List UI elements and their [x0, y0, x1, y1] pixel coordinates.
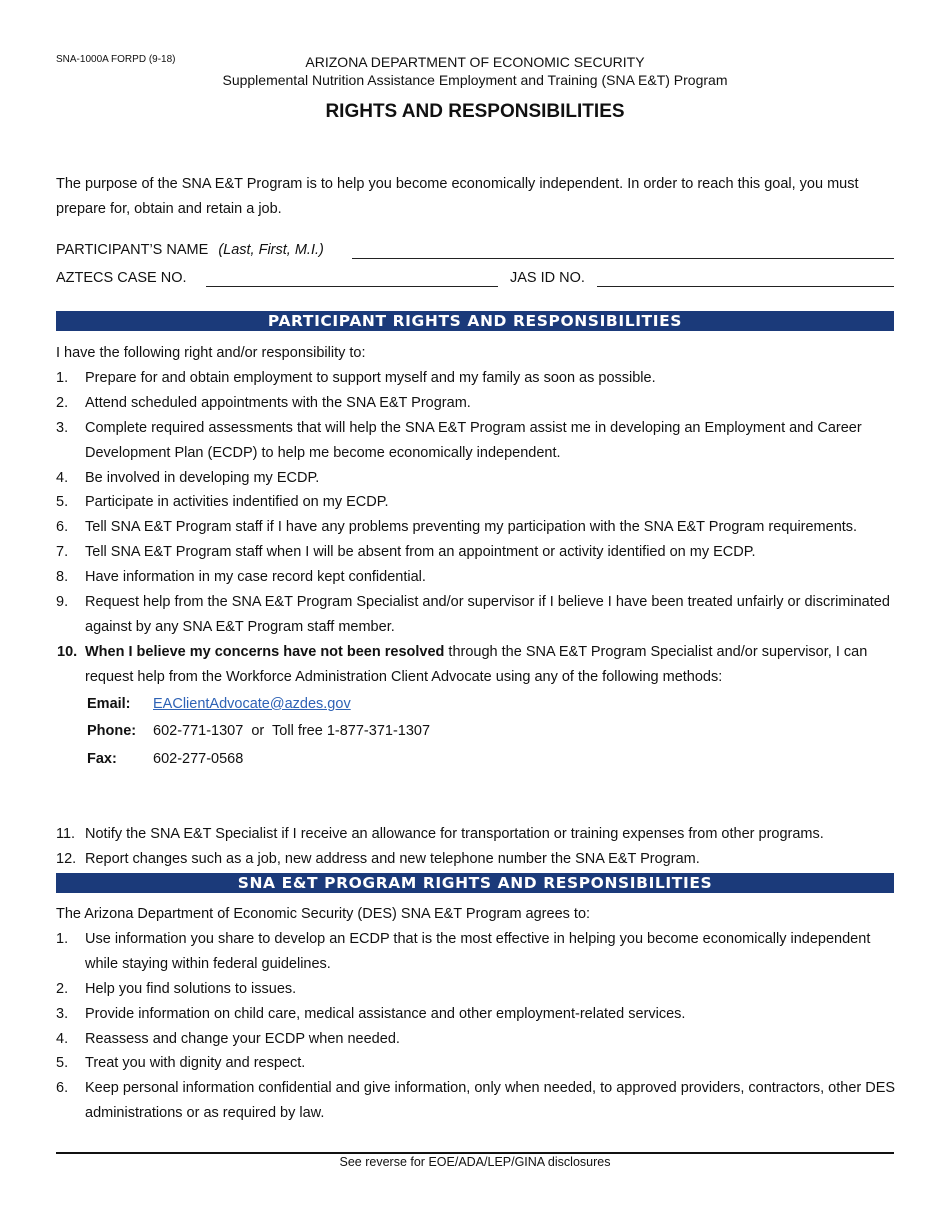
participant-name-label-text: PARTICIPANT’S NAME [56, 242, 209, 258]
list-item-text: Reassess and change your ECDP when needed. [85, 1030, 400, 1047]
contact-phone [56, 718, 896, 746]
participant-section [56, 341, 896, 773]
participant-lead: I have the following right and/or responsibility to: [56, 345, 366, 361]
list-item-number: 3. [56, 419, 69, 436]
list-item-number: 4. [56, 469, 69, 486]
program-section [56, 902, 896, 1126]
list-item [56, 590, 896, 640]
list-item-number: 2. [56, 980, 69, 997]
list-item-text: Report changes such as a job, new address and new telephone number the SNA E&T Program. [85, 850, 700, 867]
program-list [56, 927, 896, 1126]
list-item [56, 490, 896, 515]
list-item [56, 640, 896, 690]
program-name: Supplemental Nutrition Assistance Employment and Training (SNA E&T) Program [222, 72, 728, 88]
list-item [56, 847, 896, 872]
phone-value: 602-771-1307 or Toll free 1-877-371-1307 [153, 723, 431, 740]
email-link[interactable]: EAClientAdvocate@azdes.gov [153, 695, 351, 712]
list-item [56, 1051, 896, 1076]
list-item [56, 822, 896, 847]
fax-value: 602-277-0568 [153, 750, 244, 767]
list-item [56, 1076, 896, 1126]
list-item-number: 1. [56, 930, 69, 947]
list-item [56, 1002, 896, 1027]
aztecs-case-field[interactable] [206, 286, 498, 287]
list-item-number: 5. [56, 494, 69, 511]
list-item-text: Treat you with dignity and respect. [85, 1055, 306, 1072]
form-code: SNA-1000A FORPD (9-18) [56, 54, 176, 65]
participant-name-field[interactable] [352, 258, 894, 259]
participant-list [56, 366, 896, 690]
list-item-number: 6. [56, 1080, 69, 1097]
list-item-text: Help you find solutions to issues. [85, 980, 297, 997]
footer-note: See reverse for EOE/ADA/LEP/GINA disclosures [339, 1155, 611, 1169]
list-item-number: 4. [56, 1030, 69, 1047]
list-item-text: Provide information on child care, medical assistance and other employment-related services. [85, 1005, 686, 1022]
list-item-text: Have information in my case record kept confidential. [85, 569, 426, 586]
list-item-number: 10. [57, 643, 78, 660]
list-item-number: 7. [56, 544, 69, 561]
participant-section-heading: PARTICIPANT RIGHTS AND RESPONSIBILITIES [56, 311, 894, 331]
list-item [56, 977, 896, 1002]
page-title: RIGHTS AND RESPONSIBILITIES [325, 101, 625, 122]
contact-methods [56, 691, 896, 774]
list-item [56, 1027, 896, 1052]
participant-name-label [56, 242, 324, 258]
jas-id-field[interactable] [597, 286, 894, 287]
jas-id-label: JAS ID NO. [510, 270, 585, 286]
list-item [56, 565, 896, 590]
list-item-text: Attend scheduled appointments with the SNA E&T Program. [85, 394, 471, 411]
list-item-text: Keep personal information confidential and give information, only when needed, to approved providers, contractors, other DES administrations or as required by law. [85, 1080, 896, 1122]
contact-email [56, 691, 896, 719]
participant-list-continued [56, 822, 896, 872]
list-item-text: Complete required assessments that will help the SNA E&T Program assist me in developing an Employment and Career Development Plan (ECDP) to help me become economically independent. [85, 419, 862, 461]
list-item-text: Use information you share to develop an ECDP that is the most effective in helping you become economically independent while staying within federal guidelines. [85, 930, 871, 972]
agency-name: ARIZONA DEPARTMENT OF ECONOMIC SECURITY [305, 54, 645, 70]
list-item-number: 12. [56, 850, 77, 867]
list-item [56, 927, 896, 977]
list-item-text: Tell SNA E&T Program staff if I have any problems preventing my participation with the SNA E&T Program requirements. [85, 519, 858, 536]
fax-label: Fax: [87, 750, 117, 767]
phone-label: Phone: [87, 723, 137, 740]
list-item-text: through the SNA E&T Program Specialist and/or supervisor, I can request help from the Workforce Administration Client Advocate using any of the following methods: [85, 643, 868, 685]
participant-name-hint: (Last, First, M.I.) [218, 242, 324, 258]
list-item-text: Tell SNA E&T Program staff when I will be absent from an appointment or activity identified on my ECDP. [85, 544, 756, 561]
list-item-number: 8. [56, 569, 69, 586]
list-item-text: Prepare for and obtain employment to support myself and my family as soon as possible. [85, 369, 656, 386]
participant-section-continued [56, 822, 896, 872]
list-item-number: 5. [56, 1055, 69, 1072]
email-label: Email: [87, 695, 131, 712]
list-item-number: 1. [56, 369, 69, 386]
list-item-text: Notify the SNA E&T Specialist if I receive an allowance for transportation or training expenses from other programs. [85, 826, 824, 842]
list-item [56, 391, 896, 416]
contact-fax [56, 746, 896, 774]
list-item [56, 515, 896, 540]
list-item-bold-text: When I believe my concerns have not been resolved [85, 643, 445, 660]
list-item [56, 366, 896, 391]
list-item-text: Be involved in developing my ECDP. [85, 469, 320, 486]
list-item-number: 6. [56, 519, 69, 536]
list-item-text: Request help from the SNA E&T Program Specialist and/or supervisor if I believe I have been treated unfairly or discriminated against by any SNA E&T Program staff member. [85, 594, 890, 635]
list-item-number: 9. [56, 594, 69, 611]
list-item-number: 3. [56, 1005, 69, 1022]
list-item-number: 2. [56, 394, 69, 411]
program-lead: The Arizona Department of Economic Security (DES) SNA E&T Program agrees to: [56, 906, 591, 922]
list-item-number: 11. [56, 826, 76, 842]
aztecs-case-label: AZTECS CASE NO. [56, 270, 187, 286]
list-item [56, 416, 896, 466]
list-item [56, 540, 896, 565]
list-item-text: Participate in activities indentified on my ECDP. [85, 494, 389, 511]
footer-divider [56, 1152, 894, 1154]
program-section-heading: SNA E&T PROGRAM RIGHTS AND RESPONSIBILITIES [56, 873, 894, 893]
intro-paragraph: The purpose of the SNA E&T Program is to help you become economically independent. In order to reach this goal, you must prepare for, obtain and retain a job. [56, 176, 859, 217]
list-item [56, 466, 896, 491]
